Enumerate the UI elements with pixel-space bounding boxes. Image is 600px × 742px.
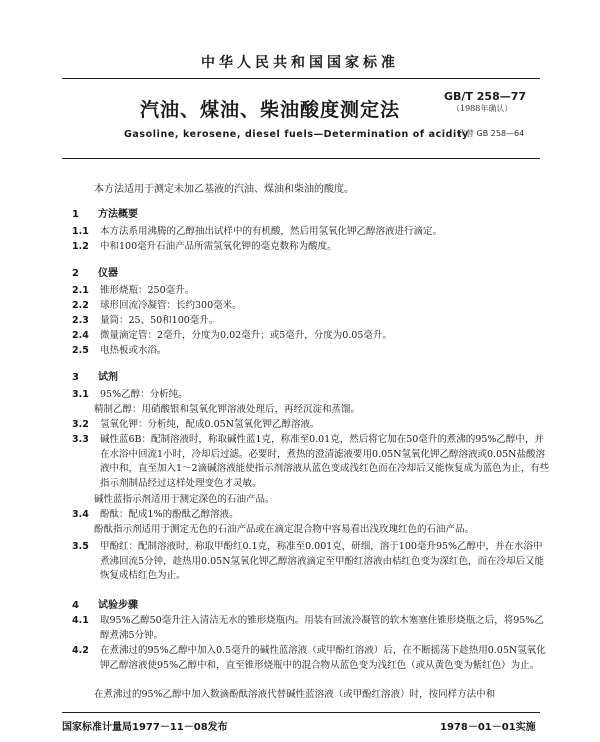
clause-text: 95%乙醇：分析纯。 — [100, 389, 188, 400]
standard-code: GB/T 258—77 — [444, 90, 527, 103]
clause-text: 锥形烧瓶：250毫升。 — [100, 285, 195, 296]
clause-1-2 — [72, 240, 550, 255]
section-heading-3 — [72, 368, 118, 383]
section-number: 1 — [72, 209, 79, 220]
clause-2-4 — [72, 329, 550, 344]
clause-4-2 — [72, 644, 550, 673]
section-number: 2 — [72, 268, 79, 279]
clause-number: 2.3 — [72, 315, 89, 326]
clause-number: 3.2 — [72, 419, 89, 430]
clause-text: 中和100毫升石油产品所需氢氧化钾的毫克数称为酸度。 — [100, 241, 337, 252]
section-number: 3 — [72, 372, 79, 383]
clause-text: 甲酚红：配制溶液时，称取甲酚红0.1克，称准至0.001克，研细，溶于100毫升95%乙醇中，并在水浴中煮沸回流5分钟，趁热用0.05N氢氧化钾乙醇溶液滴定至甲酚红溶液由桔红色变为深红色，而在冷却后又能恢复成桔红色为止。 — [100, 541, 545, 581]
clause-3-2 — [72, 418, 550, 433]
clause-number: 3.3 — [72, 434, 89, 445]
clause-number: 1.1 — [72, 226, 89, 237]
clause-text: 量筒：25、50和100毫升。 — [100, 315, 219, 326]
header-rule-bottom — [62, 158, 540, 159]
clause-text: 电热板或水浴。 — [100, 345, 167, 356]
clause-3-4 — [72, 508, 550, 523]
clause-2-1 — [72, 284, 550, 299]
clause-3-3-note: 碱性蓝指示剂适用于测定深色的石油产品。 — [94, 494, 275, 505]
clause-number: 3.1 — [72, 389, 89, 400]
clause-number: 4.2 — [72, 645, 89, 656]
clause-number: 1.2 — [72, 241, 89, 252]
clause-text: 球形回流冷凝管：长约300毫米。 — [100, 300, 242, 311]
clause-3-1 — [72, 388, 550, 403]
section-title: 试剂 — [98, 372, 118, 383]
document-title: 汽油、煤油、柴油酸度测定法 — [140, 99, 401, 121]
clause-number: 2.5 — [72, 345, 89, 356]
effective-date: 1978－01－01实施 — [440, 722, 536, 733]
clause-number: 2.4 — [72, 330, 89, 341]
clause-text: 取95%乙醇50毫升注入清洁无水的锥形烧瓶内。用装有回流冷凝管的软木塞塞住锥形烧瓶之后，将95%乙醇煮沸5分钟。 — [100, 615, 544, 641]
clause-2-5 — [72, 344, 550, 359]
confirmation-year: （1988年确认） — [452, 104, 513, 113]
section-heading-1 — [72, 205, 138, 220]
section-title: 仪器 — [98, 268, 118, 279]
section-title: 方法概要 — [98, 209, 138, 220]
footer-rule — [62, 712, 540, 713]
english-title: Gasoline, kerosene, diesel fuels—Determination of acidity — [124, 129, 469, 140]
clause-text: 本方法系用沸腾的乙醇抽出试样中的有机酸，然后用氢氧化钾乙醇溶液进行滴定。 — [100, 226, 443, 237]
clause-number: 2.2 — [72, 300, 89, 311]
section-title: 试验步骤 — [98, 600, 138, 611]
clause-text: 酚酞：配成1%的酚酞乙醇溶液。 — [100, 509, 239, 520]
section-number: 4 — [72, 600, 79, 611]
clause-number: 3.5 — [72, 541, 89, 552]
intro-paragraph: 本方法适用于测定未加乙基液的汽油、煤油和柴油的酸度。 — [94, 184, 354, 195]
section-heading-4 — [72, 596, 138, 611]
clause-text: 氢氧化钾：分析纯，配成0.05N氢氧化钾乙醇溶液。 — [100, 419, 320, 430]
section-heading-2 — [72, 264, 118, 279]
clause-2-3 — [72, 314, 550, 329]
clause-text: 碱性蓝6B：配制溶液时，称取碱性蓝1克，称准至0.01克，然后将它加在50毫升的煮沸的95%乙醇中，并在水浴中回流1小时，冷却后过滤。必要时，煮热的澄清滤液要用0.05N氢氧化钾乙醇溶液或0.05N盐酸溶液中和，直至加入1～2滴碱溶液能使指示剂溶液从蓝色变成浅红色而在冷却后又能恢复成为蓝色为止，有些指示剂制品经过这样处理变色才灵敏。 — [100, 434, 550, 489]
clause-3-1-note: 精制乙醇：用硝酸银和氢氧化钾溶液处理后，再经沉淀和蒸馏。 — [94, 404, 361, 415]
clause-3-4-note: 酚酞指示剂适用于测定无色的石油产品或在滴定混合物中容易看出浅玫瑰红色的石油产品。 — [94, 524, 475, 535]
national-standard-heading: 中华人民共和国国家标准 — [201, 55, 399, 71]
clause-2-2 — [72, 299, 550, 314]
clause-text: 微量滴定管：2毫升，分度为0.02毫升；或5毫升，分度为0.05毫升。 — [100, 330, 392, 341]
clause-1-1 — [72, 225, 550, 240]
issue-date: 国家标准计量局1977－11－08发布 — [62, 722, 228, 733]
clause-text: 在煮沸过的95%乙醇中加入0.5毫升的碱性蓝溶液（或甲酚红溶液）后，在不断摇荡下趁热用0.05N氢氧化钾乙醇溶液使95%乙醇中和，直至锥形烧瓶中的混合物从蓝色变为浅红色（或从黄色变为紫红色）为止。 — [100, 645, 546, 671]
clause-3-3 — [72, 433, 550, 491]
clause-number: 2.1 — [72, 285, 89, 296]
clause-3-5 — [72, 540, 550, 584]
replaces-standard: 代替 GB 258—64 — [458, 129, 525, 138]
clause-4-2-note: 在煮沸过的95%乙醇中加入数滴酚酞溶液代替碱性蓝溶液（或甲酚红溶液）时，按同样方法中和 — [94, 689, 496, 700]
header-rule-top — [62, 78, 540, 79]
clause-number: 3.4 — [72, 509, 89, 520]
clause-4-1 — [72, 614, 550, 643]
clause-number: 4.1 — [72, 615, 89, 626]
